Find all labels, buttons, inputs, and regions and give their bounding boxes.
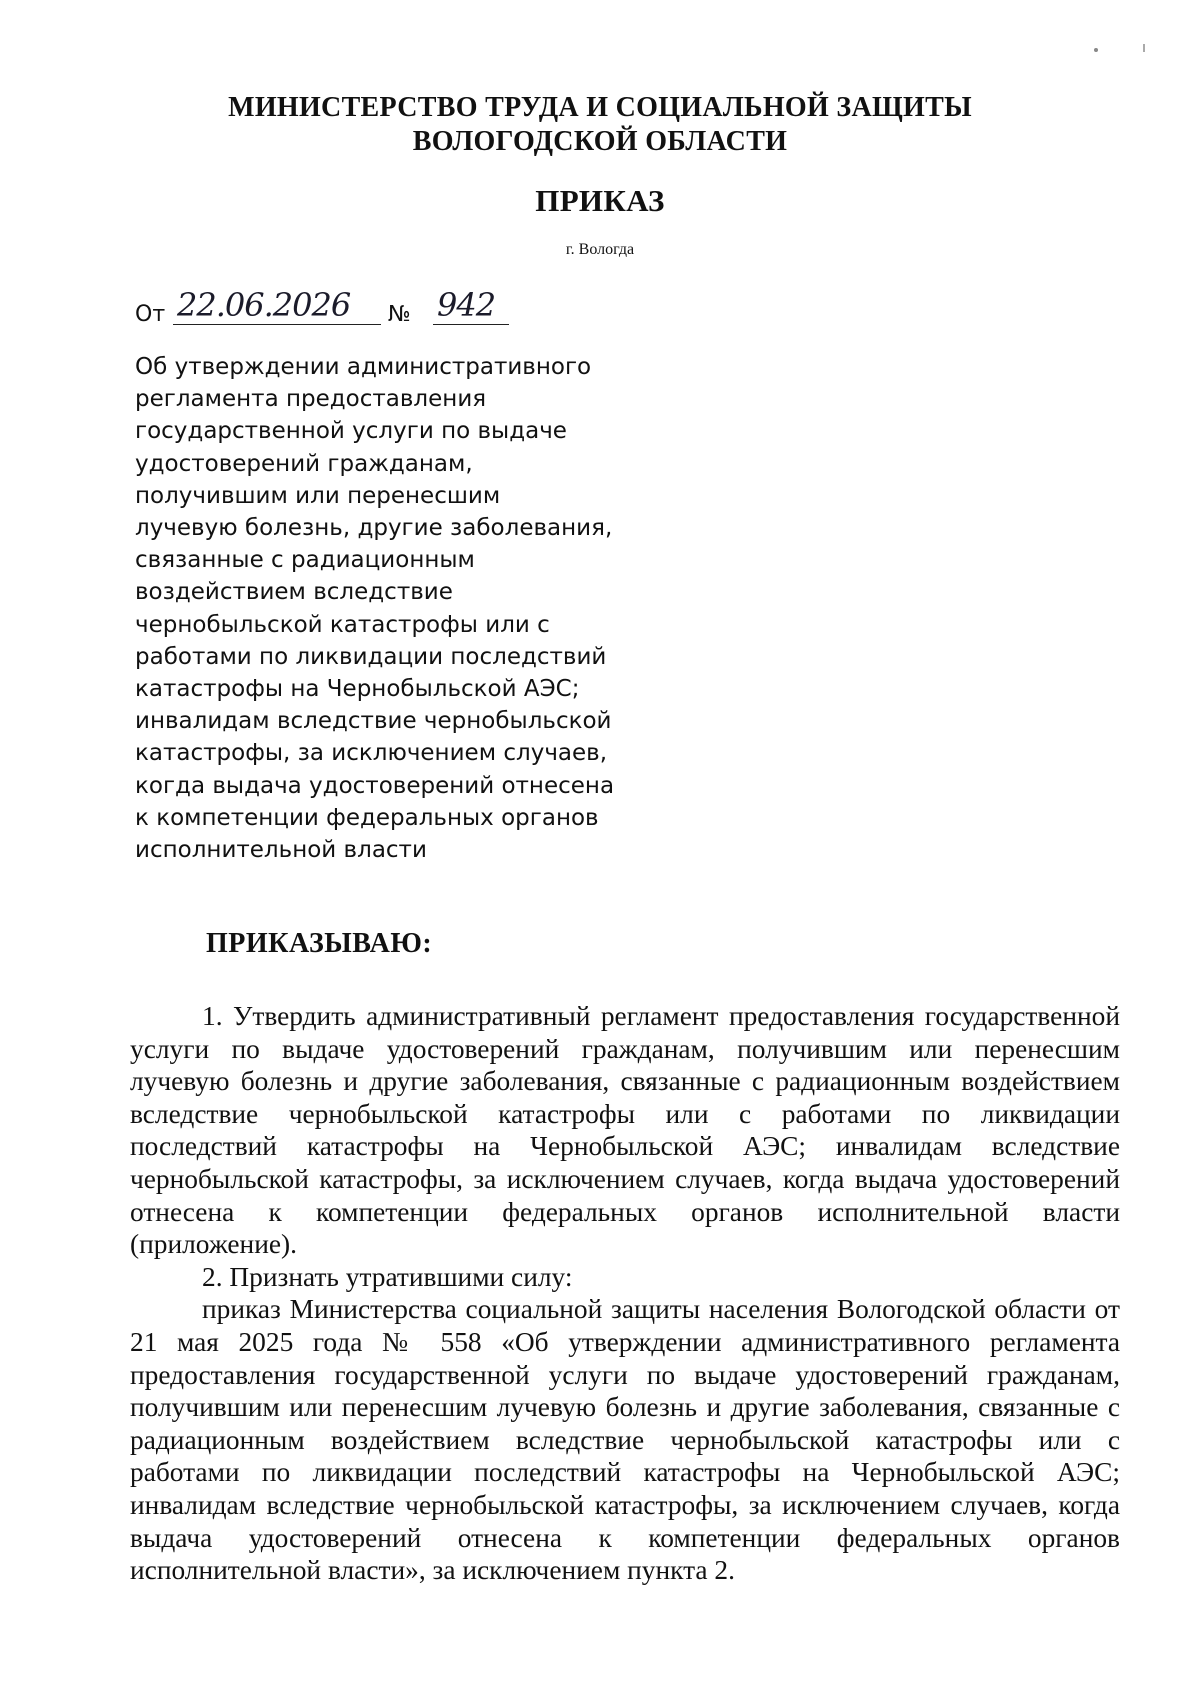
ministry-name-line2: ВОЛОГОДСКОЙ ОБЛАСТИ (412, 126, 788, 157)
subject-line: связанные с радиационным (135, 547, 475, 574)
scan-speck (1143, 44, 1145, 52)
subject-line: регламента предоставления (135, 386, 487, 413)
body-line: услуги по выдаче удостоверений гражданам, получившим или перенесшим (130, 1033, 1120, 1064)
date-from-label: От (135, 302, 166, 327)
handwritten-date: 22.06.2026 (177, 286, 351, 324)
subject-line: исполнительной власти (135, 837, 427, 864)
body-line: работами по ликвидации последствий катастрофы на Чернобыльской АЭС; (130, 1457, 1120, 1488)
subject-line: государственной услуги по выдаче (135, 418, 567, 445)
body-line: 2. Признать утратившими силу: (202, 1261, 573, 1292)
body-line: 1. Утвердить административный регламент предоставления государственной (202, 1001, 1120, 1031)
subject-line: когда выдача удостоверений отнесена (135, 772, 615, 799)
subject-line: лучевую болезнь, другие заболевания, (135, 515, 613, 542)
body-line: отнесена к компетенции федеральных органов исполнительной власти (130, 1196, 1120, 1227)
body-line: приказ Министерства социальной защиты населения Вологодской области от (202, 1294, 1120, 1325)
number-underline (433, 324, 509, 325)
order-body (130, 1000, 1120, 1587)
subject-line: Об утверждении административного (135, 354, 592, 380)
subject-line: чернобыльской катастрофы или с (135, 611, 550, 638)
number-sign-label: № (388, 302, 411, 327)
date-underline (173, 324, 381, 325)
body-line: 21 мая 2025 года № 558 «Об утверждении административного регламента (130, 1326, 1120, 1357)
scan-speck (1094, 48, 1098, 52)
order-subject (135, 351, 615, 866)
body-line: радиационным воздействием вследствие чернобыльской катастрофы или с (130, 1424, 1120, 1455)
subject-line: к компетенции федеральных органов (135, 804, 599, 831)
subject-line: инвалидам вследствие чернобыльской (135, 708, 612, 735)
body-line: вследствие чернобыльской катастрофы или с работами по ликвидации (130, 1098, 1120, 1129)
body-line: получившим или перенесшим лучевую болезнь и другие заболевания, связанные с (130, 1392, 1120, 1423)
body-line: инвалидам вследствие чернобыльской катастрофы, за исключением случаев, когда (130, 1489, 1120, 1520)
body-line: (приложение). (130, 1229, 297, 1260)
subject-line: катастрофы, за исключением случаев, (135, 740, 608, 767)
body-line: исполнительной власти», за исключением пункта 2. (130, 1555, 735, 1586)
subject-line: воздействием вследствие (135, 579, 453, 606)
command-heading: ПРИКАЗЫВАЮ: (206, 928, 433, 959)
subject-line: удостоверений гражданам, (135, 450, 473, 477)
body-line: лучевую болезнь и другие заболевания, связанные с радиационным воздействием (130, 1066, 1120, 1097)
subject-line: катастрофы на Чернобыльской АЭС; (135, 676, 580, 703)
body-line: предоставления государственной услуги по выдаче удостоверений гражданам, (130, 1359, 1120, 1390)
body-line: выдача удостоверений отнесена к компетенции федеральных органов (130, 1522, 1120, 1553)
handwritten-number: 942 (437, 286, 496, 324)
body-line: чернобыльской катастрофы, за исключением случаев, когда выдача удостоверений (130, 1163, 1120, 1194)
ministry-name-line1: МИНИСТЕРСТВО ТРУДА И СОЦИАЛЬНОЙ ЗАЩИТЫ (228, 92, 972, 123)
subject-line: работами по ликвидации последствий (135, 643, 607, 670)
city-label: г. Вологда (565, 241, 635, 258)
document-type-title: ПРИКАЗ (535, 183, 665, 218)
subject-line: получившим или перенесшим (135, 482, 501, 509)
body-line: последствий катастрофы на Чернобыльской АЭС; инвалидам вследствие (130, 1131, 1120, 1162)
